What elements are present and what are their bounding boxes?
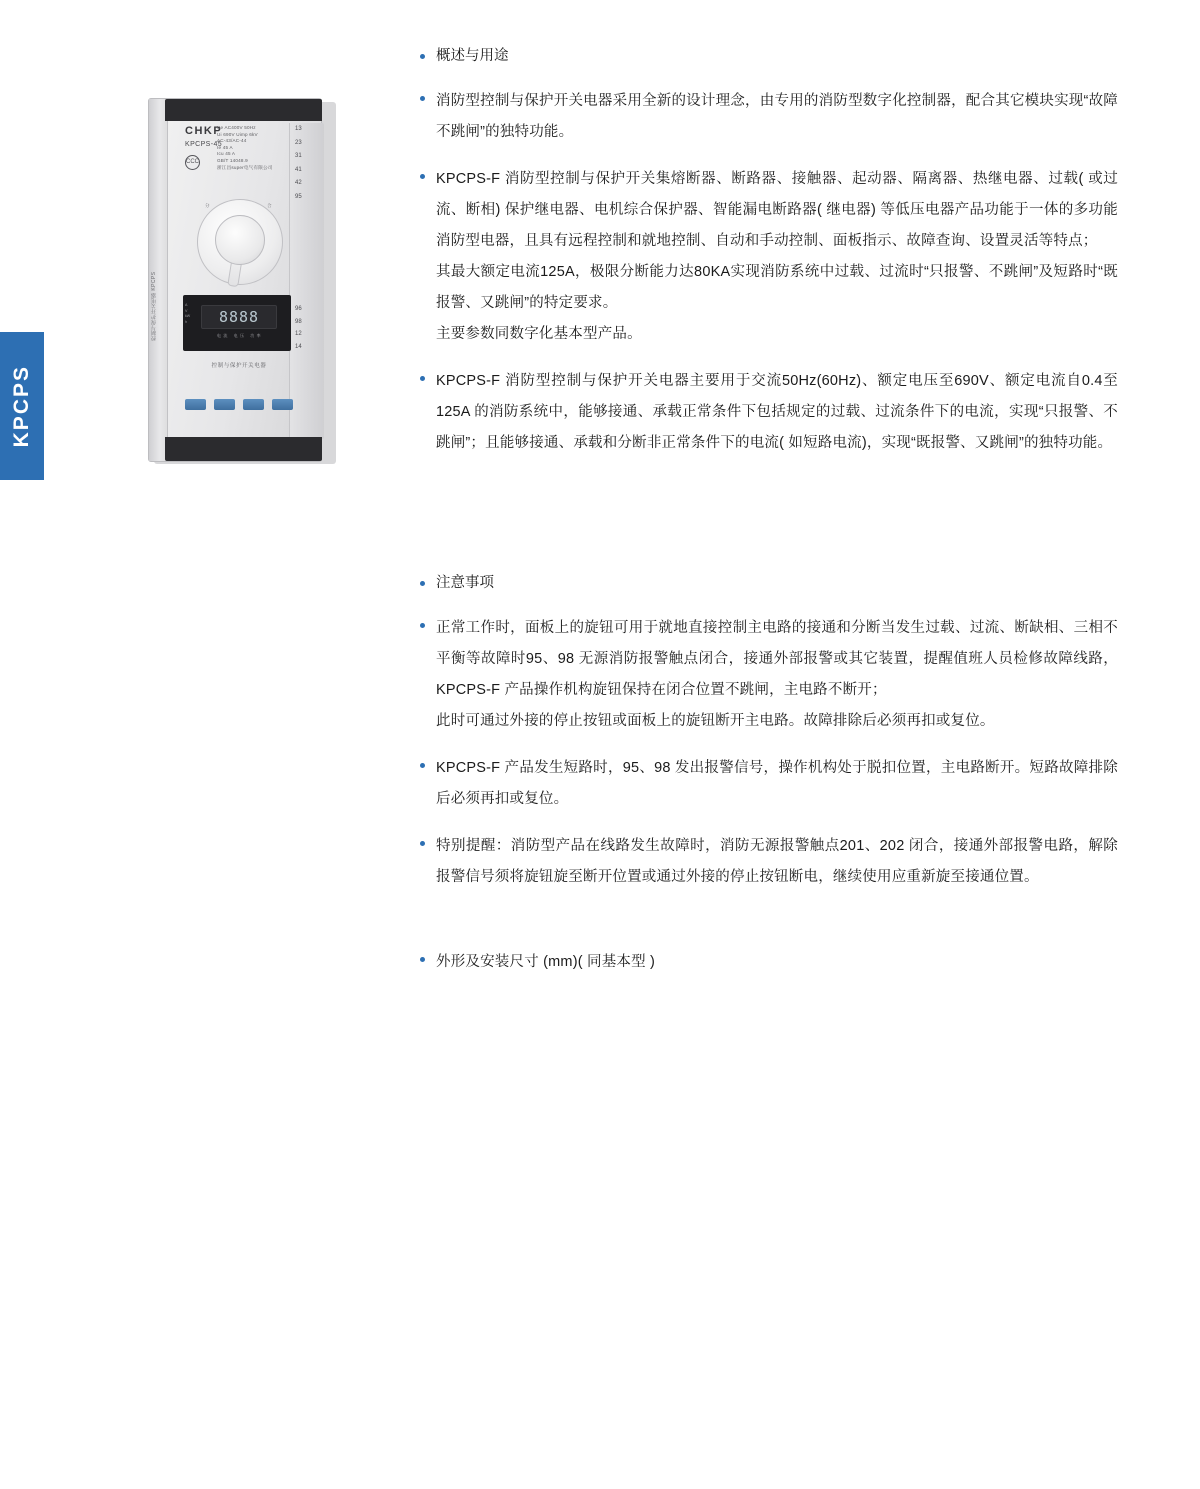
device-body	[148, 98, 322, 462]
spec-line: GB/T 14048.9	[217, 157, 248, 163]
paragraph: KPCPS-F 产品发生短路时，95、98 发出报警信号，操作机构处于脱扣位置，主电路断开。短路故障排除后必须再扣或复位。	[436, 760, 1118, 807]
heading-text: 注意事项	[436, 575, 494, 591]
spec-line: AC-43/AC-44	[217, 138, 247, 144]
display-unit-label: h	[185, 319, 187, 324]
side-tab-label: KPCPS	[10, 364, 33, 448]
terminal-label: 12	[295, 331, 302, 337]
heading-text: 概述与用途	[436, 48, 509, 64]
device-top-cap	[165, 99, 322, 121]
spec-line: Icu 45 A	[217, 151, 236, 157]
device-left-rail	[149, 99, 168, 461]
display-unit-labels	[185, 303, 200, 325]
display-unit-label: V	[185, 308, 188, 313]
terminal-label: 14	[295, 343, 302, 350]
terminal-label: 23	[295, 139, 302, 146]
paragraph: KPCPS-F 消防型控制与保护开关电器主要用于交流50Hz(60Hz)、额定电压至690V、额定电流自0.4至125A 的消防系统中，能够接通、承载正常条件下包括规定的过载、过流条件下的电流，实现“只报警、不跳闸”；且能够接通、承载和分断非正常条件下的电流( 如短路电流)，实现“既报警、又跳闸”的独特功能。	[436, 373, 1118, 451]
terminal-label: 31	[295, 153, 302, 159]
paragraph: 正常工作时，面板上的旋钮可用于就地直接控制主电路的接通和分断当发生过载、过流、断缺相、三相不平衡等故障时95、98 无源消防报警触点闭合，接通外部报警或其它装置，提醒值班人员检修故障线路，KPCPS-F 产品操作机构旋钮保持在闭合位置不跳闸，主电路不断开；	[436, 620, 1118, 698]
product-photo	[148, 98, 340, 468]
section-spacer	[418, 475, 1118, 571]
rail-vertical-text: 控制与保护开关电器 KPCPS	[151, 271, 157, 341]
section-overview-p1	[418, 86, 1118, 148]
display-unit-label: A	[185, 303, 188, 307]
model-label: KPCPS-45	[185, 141, 223, 148]
spec-line: 浙江昌super电气有限公司	[217, 164, 273, 170]
paragraph: 外形及安装尺寸 (mm)( 同基本型 )	[436, 954, 656, 970]
panel-button-esc[interactable]	[272, 399, 293, 410]
dial-tick-open: 分	[205, 203, 210, 208]
paragraph: 特别提醒：消防型产品在线路发生故障时，消防无源报警触点201、202 闭合，接通外部报警电路，解除报警信号须将旋钮旋至断开位置或通过外接的停止按钮断电，继续使用应重新旋至接通位置。	[436, 838, 1118, 885]
section-dimensions	[418, 947, 1118, 978]
panel-button-up[interactable]	[214, 399, 235, 410]
content-column	[418, 44, 1118, 994]
rotary-dial-knob[interactable]	[215, 215, 265, 265]
panel-caption: 控制与保护开关电器	[211, 363, 267, 369]
panel-button-set[interactable]	[185, 399, 206, 410]
paragraph: 此时可通过外接的停止按钮或面板上的旋钮断开主电路。故障排除后必须再扣或复位。	[436, 713, 995, 729]
terminal-label: 13	[295, 126, 302, 132]
section-heading-overview	[418, 44, 1118, 68]
section-spacer	[418, 909, 1118, 947]
device-bottom-cap	[165, 437, 322, 461]
paragraph: KPCPS-F 消防型控制与保护开关集熔断器、断路器、接触器、起动器、隔离器、热继电器、过载( 或过流、断相) 保护继电器、电机综合保护器、智能漏电断路器( 继电器) 等低压电器产品功能于一体的多功能消防型电器，且具有远程控制和就地控制、自动和手动控制、面板指示、故障查询、设置灵活等特点；	[436, 171, 1118, 249]
display-bottom-labels: 电流 电压 功率	[216, 333, 264, 338]
brand-label: CHKP	[185, 125, 223, 137]
section-overview-p3	[418, 366, 1118, 459]
terminal-labels-bottom	[295, 303, 319, 353]
paragraph: 其最大额定电流125A，极限分断能力达80KA实现消防系统中过载、过流时“只报警、不跳闸”及短路时“既报警、又跳闸”的特定要求。	[436, 264, 1118, 311]
dial-tick-close: 合	[267, 203, 272, 208]
spec-line: Ui 690V Uimp 6kV	[217, 131, 258, 137]
digital-display-value: 8888	[201, 305, 277, 329]
spec-line: Ue AC400V 50Hz	[217, 125, 256, 130]
terminal-label: 42	[295, 180, 302, 186]
section-heading-notes	[418, 571, 1118, 595]
side-tab-kpcps	[0, 332, 44, 480]
panel-button-row	[185, 399, 293, 410]
panel-button-down[interactable]	[243, 399, 264, 410]
section-notes-p3	[418, 831, 1118, 893]
terminal-label: 98	[295, 318, 302, 325]
section-notes-p1	[418, 613, 1118, 737]
ccc-certification-icon: CCC	[185, 155, 200, 170]
spec-line: Ie 45 A	[217, 144, 233, 150]
terminal-labels-top	[295, 123, 319, 204]
terminal-label: 41	[295, 166, 302, 173]
terminal-label: 95	[295, 193, 302, 200]
display-unit-label: kW	[185, 314, 191, 319]
spec-block	[217, 125, 289, 171]
section-notes-p2	[418, 753, 1118, 815]
terminal-label: 96	[295, 306, 302, 312]
section-overview-p2	[418, 164, 1118, 350]
paragraph: 主要参数同数字化基本型产品。	[436, 326, 642, 342]
paragraph: 消防型控制与保护开关电器采用全新的设计理念，由专用的消防型数字化控制器，配合其它模块实现“故障不跳闸”的独特功能。	[436, 93, 1118, 140]
